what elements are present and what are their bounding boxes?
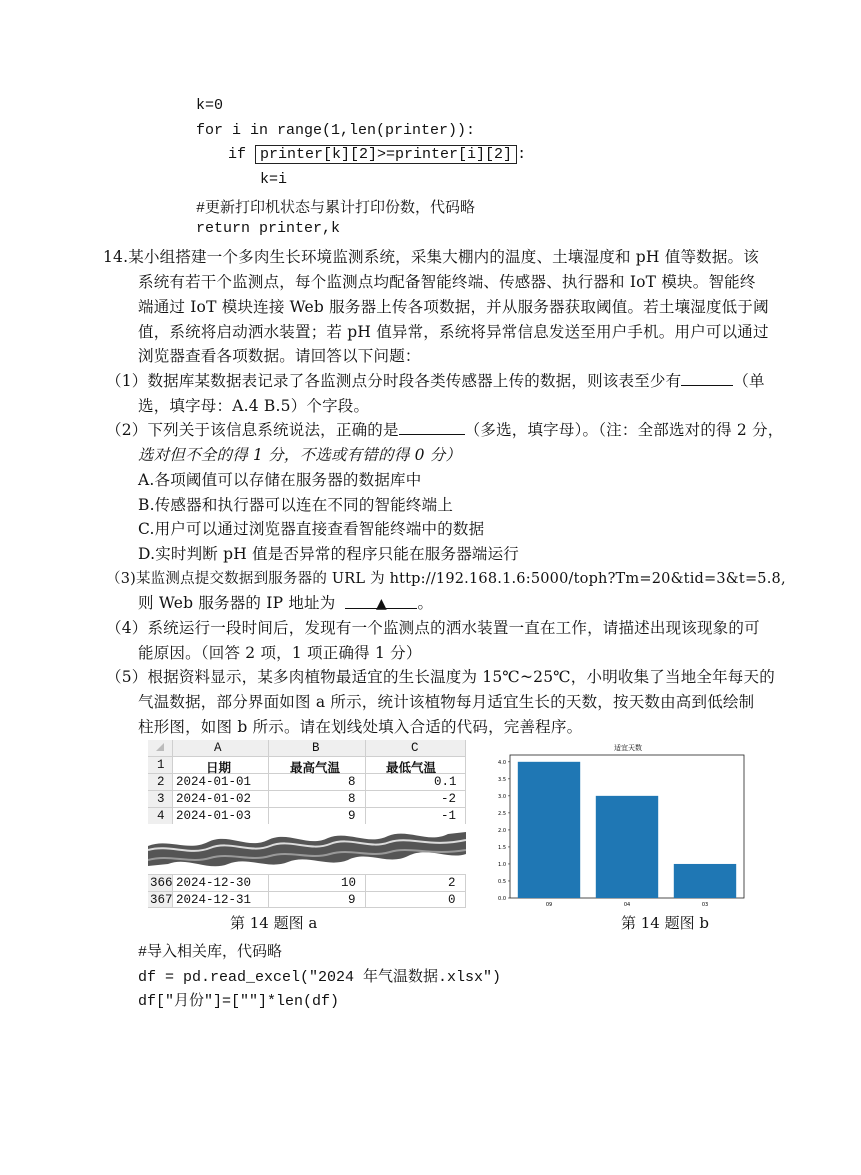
subquestion-3-cont bbox=[138, 591, 433, 613]
cell-low: 2 bbox=[448, 876, 456, 890]
torn-break-graphic bbox=[148, 824, 466, 874]
code-line: for i in range(1,len(printer)): bbox=[196, 122, 476, 139]
cell-high: 9 bbox=[348, 809, 356, 823]
y-tick-label: 4.0 bbox=[498, 759, 506, 766]
cell-high: 9 bbox=[348, 893, 356, 907]
question-intro-line: 浏览器查看各项数据。请回答以下问题： bbox=[138, 347, 421, 365]
question-intro-line: 端通过 IoT 模块连接 Web 服务器上传各项数据，并从服务器获取阈值。若土壤湿度低于阈 bbox=[138, 298, 769, 316]
subquestion-2-text: （2）下列关于该信息系统说法，正确的是 bbox=[106, 421, 399, 439]
answer-blank[interactable] bbox=[345, 594, 417, 612]
subquestion-5: （5）根据资料显示，某多肉植物最适宜的生长温度为 15℃~25℃，小明收集了当地全年每天的 bbox=[106, 668, 775, 686]
cell-low: 0.1 bbox=[434, 775, 457, 789]
figure-a-caption: 第 14 题图 a bbox=[230, 914, 318, 932]
option-b: B.传感器和执行器可以连在不同的智能终端上 bbox=[138, 496, 454, 514]
cell-date: 2024-12-30 bbox=[176, 876, 252, 890]
column-letter: B bbox=[312, 741, 320, 755]
subquestion-2-note: 选对但不全的得 1 分，不选或有错的得 0 分） bbox=[138, 446, 462, 464]
y-tick-label: 3.0 bbox=[498, 793, 506, 800]
row-number: 1 bbox=[157, 758, 165, 772]
y-tick-label: 2.5 bbox=[498, 810, 506, 817]
cell-low: -1 bbox=[441, 809, 457, 823]
code-text: : bbox=[517, 146, 527, 163]
figure-b-caption: 第 14 题图 b bbox=[621, 914, 709, 932]
bar-09 bbox=[518, 762, 580, 898]
code-comment: #更新打印机状态与累计打印份数，代码略 bbox=[196, 200, 476, 217]
bar-chart bbox=[488, 740, 748, 910]
subquestion-2-text: （多选，填字母）。（注：全部选对的得 2 分， bbox=[464, 421, 784, 439]
cell-date: 2024-01-01 bbox=[176, 775, 252, 789]
subquestion-1-text: （单 bbox=[733, 372, 765, 390]
boxed-condition: printer[k][2]>=printer[i][2] bbox=[255, 145, 517, 164]
subquestion-3: （3)某监测点提交数据到服务器的 URL 为 http://192.168.1.6:5000/toph?Tm=20&tid=3&t=5.8, bbox=[106, 571, 786, 587]
cell-high: 10 bbox=[341, 876, 357, 890]
chart-title: 适宜天数 bbox=[614, 744, 642, 752]
answer-blank[interactable] bbox=[681, 371, 733, 386]
y-tick-label: 2.0 bbox=[498, 827, 506, 834]
x-tick-label: 03 bbox=[701, 902, 709, 908]
subquestion-4: （4）系统运行一段时间后，发现有一个监测点的洒水装置一直在工作，请描述出现该现象的可 bbox=[106, 619, 760, 637]
cell-high: 8 bbox=[348, 792, 356, 806]
option-a: A.各项阈值可以存储在服务器的数据库中 bbox=[138, 471, 422, 489]
x-tick-label: 04 bbox=[623, 902, 631, 908]
row-number: 4 bbox=[157, 809, 165, 823]
subquestion-5-cont: 气温数据，部分界面如图 a 所示，统计该植物每月适宜生长的天数，按天数由高到低绘制 bbox=[138, 693, 755, 711]
header-low: 最低气温 bbox=[386, 760, 437, 775]
question-intro-line: 系统有若干个监测点，每个监测点均配备智能终端、传感器、执行器和 IoT 模块。智能终 bbox=[138, 273, 756, 291]
select-all-icon bbox=[156, 743, 164, 751]
code-line: return printer,k bbox=[196, 220, 341, 237]
question-intro-line: 值，系统将启动洒水装置；若 pH 值异常，系统将异常信息发送至用户手机。用户可以通过 bbox=[138, 323, 769, 341]
y-tick-label: 1.5 bbox=[498, 844, 506, 851]
code-line: df["月份"]=[""]*len(df) bbox=[138, 993, 340, 1010]
column-letter: C bbox=[411, 741, 419, 755]
subquestion-3-text: 则 Web 服务器的 IP 地址为 bbox=[138, 594, 336, 612]
code-text: if bbox=[228, 146, 256, 163]
answer-blank[interactable] bbox=[399, 420, 465, 435]
cell-date: 2024-01-02 bbox=[176, 792, 252, 806]
subquestion-4-cont: 能原因。（回答 2 项，1 项正确得 1 分） bbox=[138, 644, 422, 662]
column-letter: A bbox=[214, 741, 222, 755]
cell-date: 2024-12-31 bbox=[176, 893, 252, 907]
cell-low: -2 bbox=[441, 792, 457, 806]
code-line: k=0 bbox=[196, 97, 224, 114]
option-c: C.用户可以通过浏览器直接查看智能终端中的数据 bbox=[138, 520, 485, 538]
subquestion-1-cont: 选，填字母：A.4 B.5）个字段。 bbox=[138, 397, 370, 415]
code-line-if bbox=[228, 146, 526, 163]
question-intro-line: 14.某小组搭建一个多肉生长环境监测系统，采集大棚内的温度、土壤湿度和 pH 值等数据。该 bbox=[103, 248, 759, 266]
bar-03 bbox=[674, 864, 736, 898]
subquestion-5-cont: 柱形图，如图 b 所示。请在划线处填入合适的代码，完善程序。 bbox=[138, 718, 583, 736]
row-number: 366 bbox=[150, 876, 173, 890]
code-line: k=i bbox=[260, 171, 288, 188]
row-number: 367 bbox=[150, 893, 173, 907]
triangle-marker-icon: ▲ bbox=[375, 596, 387, 612]
cell-date: 2024-01-03 bbox=[176, 809, 252, 823]
y-tick-label: 1.0 bbox=[498, 861, 506, 868]
row-number: 2 bbox=[157, 775, 165, 789]
option-d: D.实时判断 pH 值是否异常的程序只能在服务器端运行 bbox=[138, 545, 519, 563]
cell-low: 0 bbox=[448, 893, 456, 907]
code-comment: #导入相关库，代码略 bbox=[138, 944, 283, 961]
subquestion-1 bbox=[106, 369, 765, 391]
cell-high: 8 bbox=[348, 775, 356, 789]
subquestion-2 bbox=[106, 418, 784, 440]
y-tick-label: 3.5 bbox=[498, 776, 506, 783]
subquestion-1-text: （1）数据库某数据表记录了各监测点分时段各类传感器上传的数据，则该表至少有 bbox=[106, 372, 682, 390]
spreadsheet-figure bbox=[148, 740, 466, 908]
y-tick-label: 0.5 bbox=[498, 878, 506, 885]
bar-04 bbox=[596, 796, 658, 898]
header-date: 日期 bbox=[206, 760, 232, 775]
row-number: 3 bbox=[157, 792, 165, 806]
header-high: 最高气温 bbox=[290, 760, 341, 775]
y-tick-label: 0.0 bbox=[498, 896, 506, 902]
code-line: df = pd.read_excel("2024 年气温数据.xlsx") bbox=[138, 969, 502, 986]
subquestion-3-text: 。 bbox=[417, 594, 434, 612]
x-tick-label: 09 bbox=[545, 902, 553, 908]
